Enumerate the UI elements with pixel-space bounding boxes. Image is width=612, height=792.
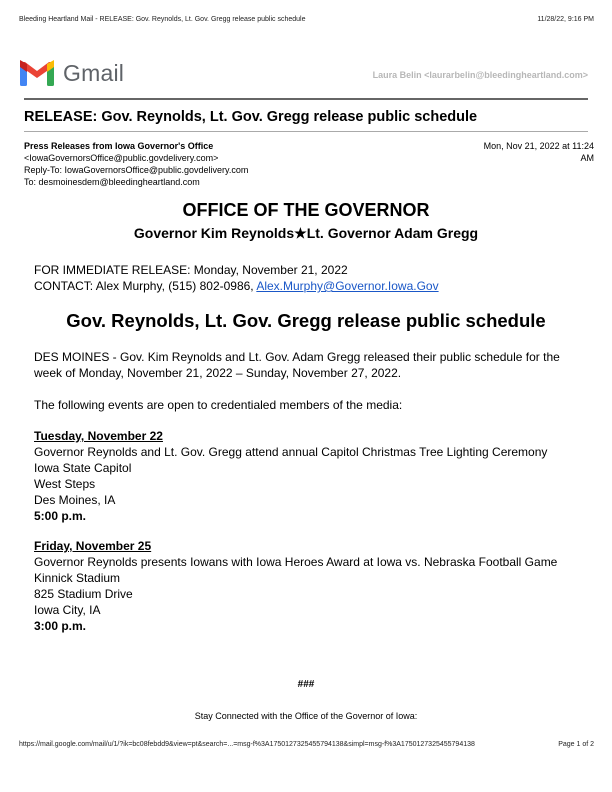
- print-header-datetime: 11/28/22, 9:16 PM: [537, 16, 594, 23]
- stay-connected-text: Stay Connected with the Office of the Governor of Iowa:: [194, 711, 418, 721]
- office-title: OFFICE OF THE GOVERNOR: [182, 200, 430, 220]
- recipient: To: desmoinesdem@bleedingheartland.com: [24, 177, 200, 187]
- account-user: Laura Belin <laurarbelin@bleedingheartland.com>: [372, 70, 588, 80]
- print-footer-page: Page 1 of 2: [558, 741, 594, 748]
- event-address: West Steps: [34, 477, 96, 491]
- divider: [24, 98, 588, 100]
- sender-name: Press Releases from Iowa Governor's Office: [24, 141, 214, 151]
- event-block: [34, 538, 559, 634]
- reply-to: Reply-To: IowaGovernorsOffice@public.govdelivery.com: [24, 165, 249, 175]
- email-date-line: Mon, Nov 21, 2022 at 11:24: [483, 141, 594, 151]
- gmail-logo: [19, 55, 139, 91]
- event-time: 5:00 p.m.: [34, 509, 87, 523]
- event-day: Friday, November 25: [34, 539, 152, 553]
- email-date-line: AM: [580, 153, 594, 163]
- event-time: 3:00 p.m.: [34, 619, 87, 633]
- sender-block: [24, 140, 248, 188]
- event-day: Tuesday, November 22: [34, 429, 163, 443]
- gmail-m-icon: [19, 59, 55, 87]
- email-subject: RELEASE: Gov. Reynolds, Lt. Gov. Gregg release public schedule: [24, 109, 478, 125]
- email-date: [454, 140, 594, 164]
- release-date: FOR IMMEDIATE RELEASE: Monday, November 21, 2022: [34, 263, 348, 277]
- sender-email: <IowaGovernorsOffice@public.govdelivery.com>: [24, 153, 219, 163]
- intro-paragraph: DES MOINES - Gov. Kim Reynolds and Lt. Gov. Adam Gregg released their public schedule for the week of Monday, November 21, 2022 – Sunday, November 27, 2022.: [34, 350, 560, 380]
- event-description: Governor Reynolds presents Iowans with Iowa Heroes Award at Iowa vs. Nebraska Football Game: [34, 555, 558, 569]
- event-place: Kinnick Stadium: [34, 571, 121, 585]
- event-place: Iowa State Capitol: [34, 461, 132, 475]
- contact-email-link[interactable]: Alex.Murphy@Governor.Iowa.Gov: [256, 279, 439, 293]
- end-mark: ###: [297, 679, 315, 690]
- gmail-wordmark: Gmail: [63, 59, 125, 86]
- governor-line: Governor Kim Reynolds★Lt. Governor Adam Gregg: [133, 225, 479, 241]
- print-footer-url: https://mail.google.com/mail/u/1/?ik=bc08febdd9&view=pt&search=...=msg-f%3A1750127325455794138&simpl=msg-f%3A1750127325455794138: [19, 741, 475, 748]
- print-header-title: Bleeding Heartland Mail - RELEASE: Gov. Reynolds, Lt. Gov. Gregg release public schedule: [19, 16, 306, 23]
- divider: [24, 131, 588, 132]
- open-events-text: The following events are open to credentialed members of the media:: [34, 398, 403, 412]
- event-block: [34, 428, 579, 524]
- press-headline: Gov. Reynolds, Lt. Gov. Gregg release public schedule: [66, 310, 546, 331]
- event-address: 825 Stadium Drive: [34, 587, 133, 601]
- event-city: Iowa City, IA: [34, 603, 101, 617]
- contact-text: CONTACT: Alex Murphy, (515) 802-0986,: [34, 279, 257, 293]
- event-description: Governor Reynolds and Lt. Gov. Gregg attend annual Capitol Christmas Tree Lighting Ceremony: [34, 445, 548, 459]
- event-city: Des Moines, IA: [34, 493, 116, 507]
- contact-line: [34, 278, 439, 294]
- release-info: [34, 262, 439, 294]
